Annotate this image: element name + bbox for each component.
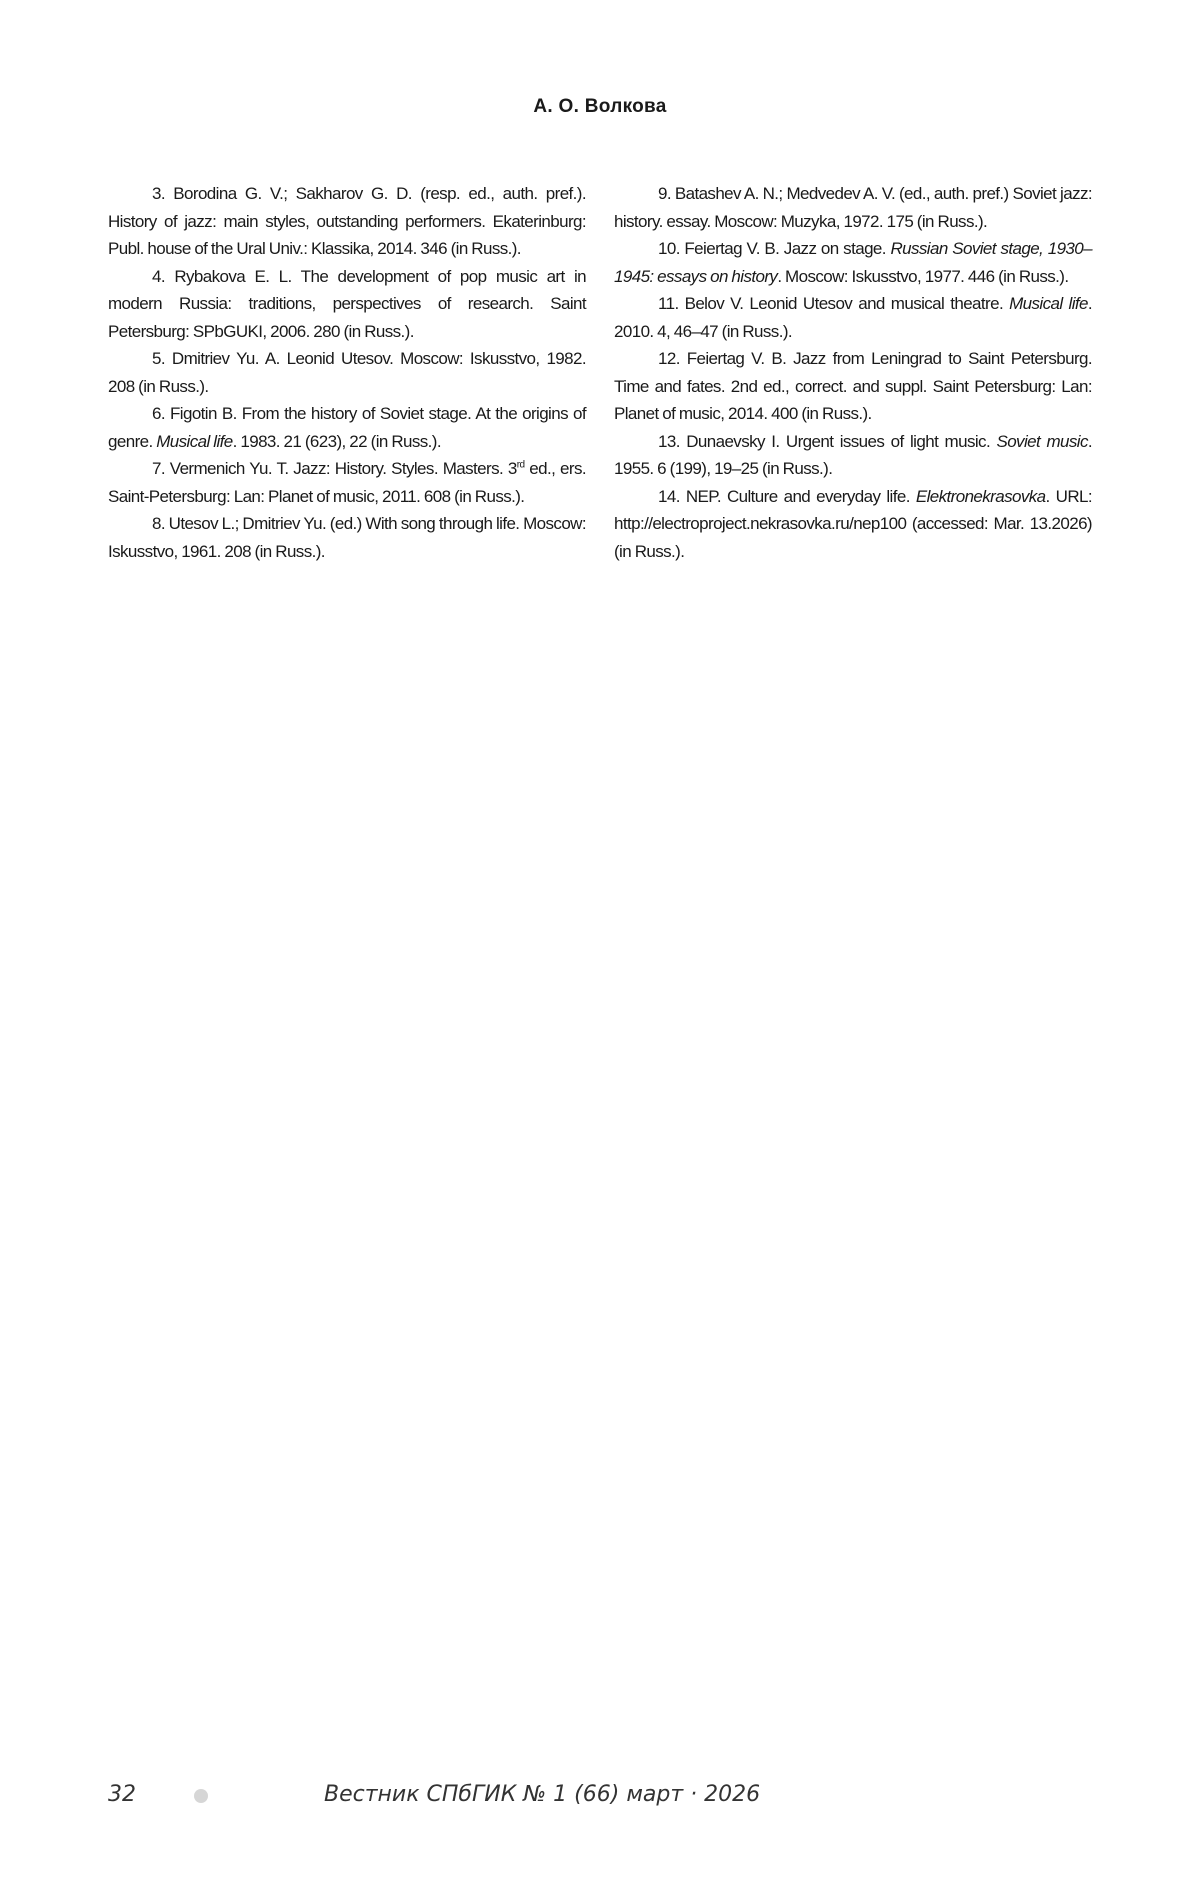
reference-14: 14. NEP. Culture and everyday life. Elektronekrasovka. URL: http://electroproject.nekrasovka.ru/nep100 (accessed: Mar. 13.2026) (in Russ.). xyxy=(614,486,1092,561)
references-columns xyxy=(108,180,1092,565)
reference-5: 5. Dmitriev Yu. A. Leonid Utesov. Moscow: Iskusstvo, 1982. 208 (in Russ.). xyxy=(108,349,586,396)
reference-3: 3. Borodina G. V.; Sakharov G. D. (resp. ed., auth. pref.). History of jazz: main styles, outstanding performers. Ekaterinburg: Publ. house of the Ural Univ.: Klassika, 2014. 346 (in Russ.). xyxy=(108,184,586,258)
reference-7: 7. Vermenich Yu. T. Jazz: History. Styles. Masters. 3rd ed., ers. Saint-Petersburg: Lan: Planet of music, 2011. 608 (in Russ.). xyxy=(108,459,586,506)
running-head-author: А. О. Волкова xyxy=(533,96,667,117)
journal-issue-title: Вестник СПбГИК № 1 (66) март · 2026 xyxy=(324,1782,761,1807)
reference-11: 11. Belov V. Leonid Utesov and musical theatre. Musical life. 2010. 4, 46–47 (in Russ.). xyxy=(614,294,1092,341)
footer-bullet-dot xyxy=(194,1789,208,1803)
page-number: 32 xyxy=(108,1782,136,1807)
references-right-column xyxy=(614,180,1092,565)
reference-13: 13. Dunaevsky I. Urgent issues of light music. Soviet music. 1955. 6 (199), 19–25 (in Russ.). xyxy=(614,431,1092,478)
reference-4: 4. Rybakova E. L. The development of pop music art in modern Russia: traditions, perspectives of research. Saint Petersburg: SPbGUKI, 2006. 280 (in Russ.). xyxy=(108,266,586,341)
references-left-column xyxy=(108,180,586,565)
reference-9: 9. Batashev A. N.; Medvedev A. V. (ed., auth. pref.) Soviet jazz: history. essay. Moscow: Muzyka, 1972. 175 (in Russ.). xyxy=(614,184,1092,231)
reference-6: 6. Figotin B. From the history of Soviet stage. At the origins of genre. Musical life. 1983. 21 (623), 22 (in Russ.). xyxy=(108,404,586,451)
reference-12: 12. Feiertag V. B. Jazz from Leningrad to Saint Petersburg. Time and fates. 2nd ed., correct. and suppl. Saint Petersburg: Lan: Planet of music, 2014. 400 (in Russ.). xyxy=(614,349,1092,423)
reference-8: 8. Utesov L.; Dmitriev Yu. (ed.) With song through life. Moscow: Iskusstvo, 1961. 208 (in Russ.). xyxy=(108,514,586,561)
reference-10: 10. Feiertag V. B. Jazz on stage. Russian Soviet stage, 1930–1945: essays on history. Moscow: Iskusstvo, 1977. 446 (in Russ.). xyxy=(614,239,1092,286)
page-footer xyxy=(108,1782,1008,1812)
